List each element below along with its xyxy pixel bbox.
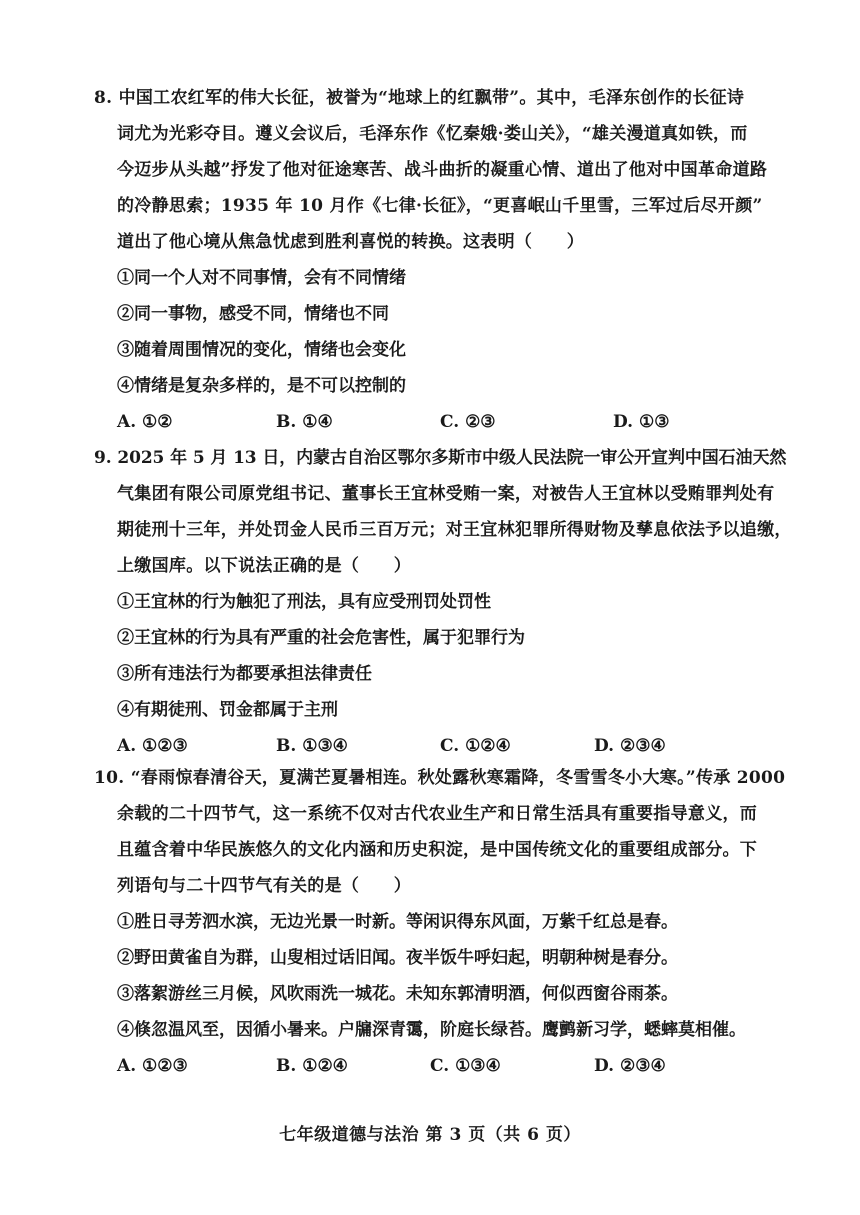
question-9-option-3: ③所有违法行为都要承担法律责任 (117, 664, 372, 684)
question-10-option-4: ④倏忽温风至，因循小暑来。户牖深青霭，阶庭长绿苔。鹰鹯新习学，蟋蟀莫相催。 (117, 1020, 746, 1040)
question-9 (94, 440, 794, 764)
question-10-stem-line-2: 余载的二十四节气，这一系统不仅对古代农业生产和日常生活具有重要指导意义，而 (117, 804, 758, 824)
question-10-stem-line-3: 且蕴含着中华民族悠久的文化内涵和历史积淀，是中国传统文化的重要组成部分。下 (117, 840, 758, 860)
question-9-stem-line-3: 期徒刑十三年，并处罚金人民币三百万元；对王宜林犯罪所得财物及孳息依法予以追缴， (117, 520, 792, 540)
question-9-choices (94, 728, 794, 764)
question-10-option-1: ①胜日寻芳泗水滨，无边光景一时新。等闲识得东风面，万紫千红总是春。 (117, 912, 678, 932)
question-8-option-1: ①同一个人对不同事情，会有不同情绪 (117, 268, 406, 288)
question-9-option-2: ②王宜林的行为具有严重的社会危害性，属于犯罪行为 (117, 628, 525, 648)
question-10-stem-line-4: 列语句与二十四节气有关的是（ ） (117, 876, 412, 896)
question-8-choice-d[interactable]: D. ①③ (613, 412, 670, 432)
question-10-option-3: ③落絮游丝三月候，风吹雨洗一城花。未知东郭清明酒，何似西窗谷雨茶。 (117, 984, 678, 1004)
question-8 (94, 80, 794, 440)
question-10-choices (94, 1048, 794, 1084)
question-8-choice-a[interactable]: A. ①② (117, 412, 173, 432)
question-10-choice-a[interactable]: A. ①②③ (117, 1056, 188, 1076)
question-8-stem-line-5: 道出了他心境从焦急忧虑到胜利喜悦的转换。这表明（ ） (117, 232, 585, 252)
question-8-stem-line-4: 的冷静思索；1935 年 10 月作《七律·长征》，“更喜岷山千里雪，三军过后尽开颜” (117, 196, 763, 216)
question-9-option-4: ④有期徒刑、罚金都属于主刑 (117, 700, 338, 720)
question-9-stem-line-1: 9. 2025 年 5 月 13 日，内蒙古自治区鄂尔多斯市中级人民法院一审公开宣判中国石油天然 (94, 448, 787, 468)
question-9-choice-a[interactable]: A. ①②③ (117, 736, 188, 756)
question-8-stem-line-1: 8. 中国工农红军的伟大长征，被誉为“地球上的红飘带”。其中，毛泽东创作的长征诗 (94, 88, 745, 108)
question-8-option-3: ③随着周围情况的变化，情绪也会变化 (117, 340, 406, 360)
question-9-option-1: ①王宜林的行为触犯了刑法，具有应受刑罚处罚性 (117, 592, 491, 612)
question-8-choice-b[interactable]: B. ①④ (276, 412, 333, 432)
question-8-option-2: ②同一事物，感受不同，情绪也不同 (117, 304, 389, 324)
question-10-choice-b[interactable]: B. ①②④ (276, 1056, 348, 1076)
question-10-choice-c[interactable]: C. ①③④ (430, 1056, 501, 1076)
page-footer: 七年级道德与法治 第 3 页（共 6 页） (279, 1125, 581, 1145)
question-10 (94, 760, 794, 1084)
question-8-option-4: ④情绪是复杂多样的，是不可以控制的 (117, 376, 406, 396)
question-8-choices (94, 404, 794, 440)
question-8-stem-line-3: 今迈步从头越”抒发了他对征途寒苦、战斗曲折的凝重心情、道出了他对中国革命道路 (117, 160, 768, 180)
question-9-choice-c[interactable]: C. ①②④ (440, 736, 511, 756)
question-9-choice-d[interactable]: D. ②③④ (594, 736, 666, 756)
question-8-stem-line-2: 词尤为光彩夺目。遵义会议后，毛泽东作《忆秦娥·娄山关》，“雄关漫道真如铁，而 (117, 124, 748, 144)
question-9-stem-line-2: 气集团有限公司原党组书记、董事长王宜林受贿一案，对被告人王宜林以受贿罪判处有 (117, 484, 775, 504)
question-10-option-2: ②野田黄雀自为群，山叟相过话旧闻。夜半饭牛呼妇起，明朝种树是春分。 (117, 948, 678, 968)
question-10-stem-line-1: 10. “春雨惊春清谷天，夏满芒夏暑相连。秋处露秋寒霜降，冬雪雪冬小大寒。”传承 2000 (94, 768, 786, 788)
question-9-choice-b[interactable]: B. ①③④ (276, 736, 348, 756)
question-8-choice-c[interactable]: C. ②③ (440, 412, 496, 432)
question-9-stem-line-4: 上缴国库。以下说法正确的是（ ） (117, 556, 412, 576)
question-10-choice-d[interactable]: D. ②③④ (594, 1056, 666, 1076)
